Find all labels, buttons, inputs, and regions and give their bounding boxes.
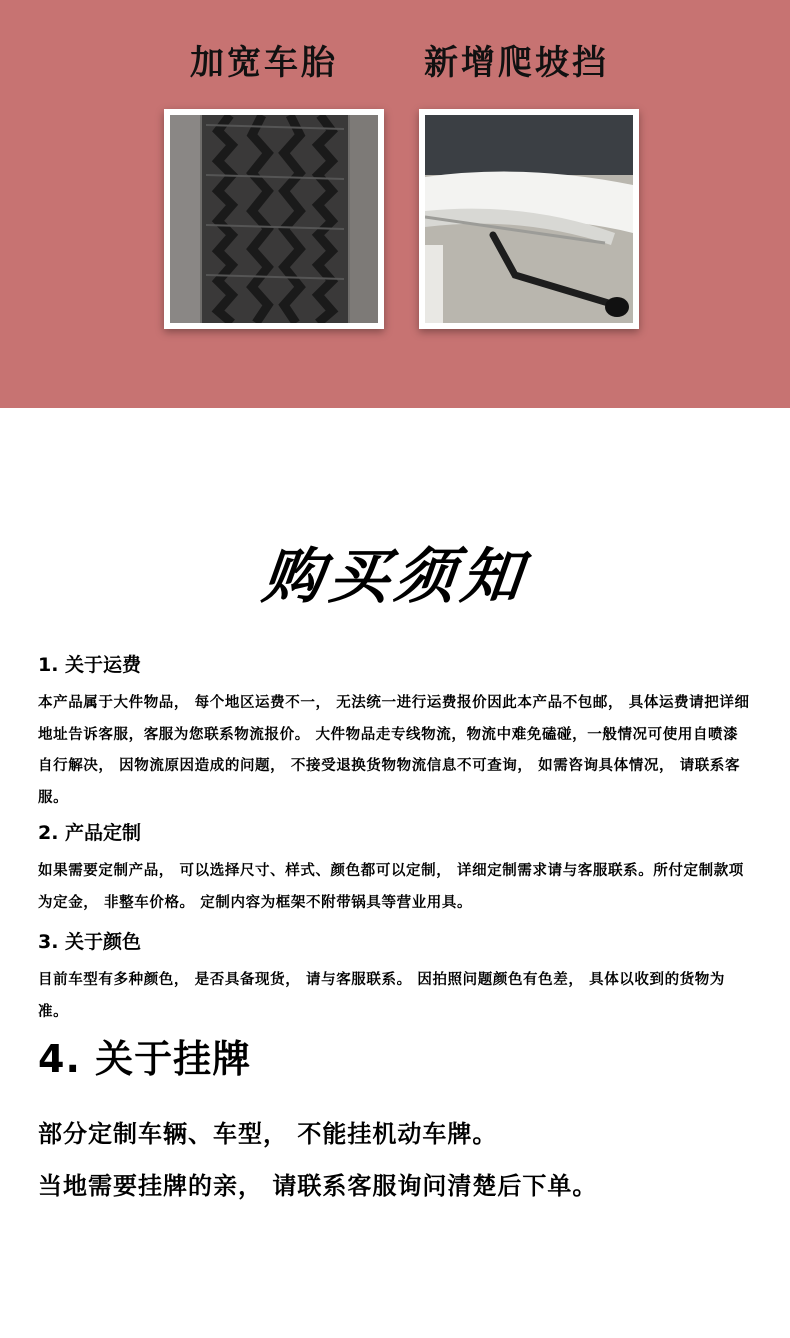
section-body-color: 目前车型有多种颜色， 是否具备现货， 请与客服联系。 因拍照问题颜色有色差， 具体以收到的货物为准。 [38,972,725,1020]
section-body-shipping: 本产品属于大件物品， 每个地区运费不一， 无法统一进行运费报价因此本产品不包邮， 具体运费请把详细地址告诉客服，客服为您联系物流报价。 大件物品走专线物流，物流中难免磕碰，一般情况可使用自喷漆自行解决， 因物流原因造成的问题， 不接受退换货物物流信息不可查询， 如需咨询具体情况， 请联系客服。 [38,695,750,806]
feature-title-climbing-gear: 新增爬坡挡 [424,43,609,83]
feature-banner [0,0,790,408]
climbing-gear-photo [419,109,639,329]
feature-title-wide-tire: 加宽车胎 [190,43,338,83]
section-title-shipping: 1. 关于运费 [38,654,142,676]
section-body-customization: 如果需要定制产品， 可以选择尺寸、样式、颜色都可以定制， 详细定制需求请与客服联系。所付定制款项为定金， 非整车价格。 定制内容为框架不附带锅具等营业用具。 [38,863,744,911]
license-plate-line-1: 部分定制车辆、车型， 不能挂机动车牌。 [38,1120,498,1148]
section-title-color: 3. 关于颜色 [38,931,142,953]
section-title-license-plate: 4. 关于挂牌 [38,1037,252,1081]
license-plate-line-2: 当地需要挂牌的亲， 请联系客服询问清楚后下单。 [38,1172,598,1200]
section-title-customization: 2. 产品定制 [38,822,142,844]
tire-photo [164,109,384,329]
purchase-notice-heading: 购买须知 [259,542,531,612]
